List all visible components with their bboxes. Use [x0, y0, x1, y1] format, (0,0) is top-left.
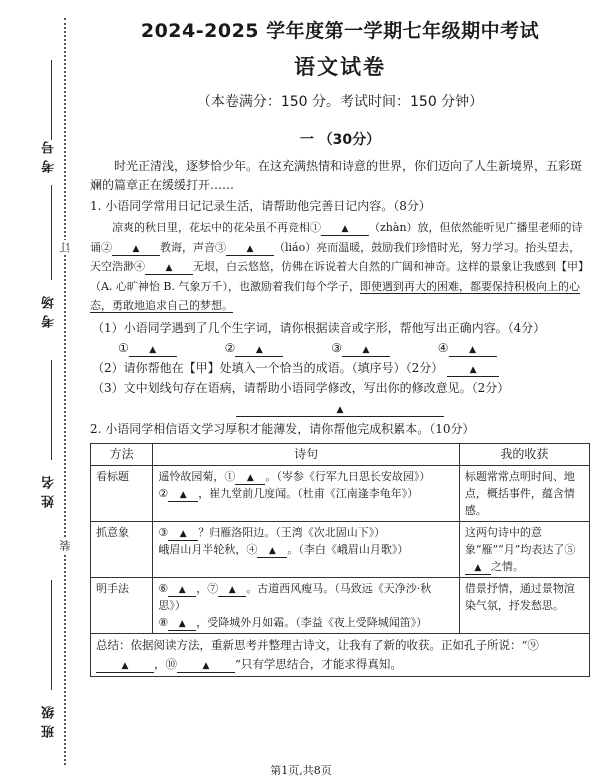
- answer-slot-4: [438, 341, 497, 355]
- summary-blank-9[interactable]: [96, 660, 154, 673]
- triangle-icon: ▲: [268, 545, 276, 556]
- page-footer: 第1页,共8页: [270, 764, 332, 777]
- blank-4-label: ④: [246, 542, 258, 556]
- row1-poem-c: ，崔九堂前几度闻。（杜甫《江南逢李龟年》）: [198, 486, 419, 500]
- blank-9-label: ⑨: [527, 637, 539, 652]
- row1-poem: [153, 465, 460, 521]
- row3-poem-a: 。古道西风瘦马。（马致远《天净沙·秋思》）: [158, 581, 432, 612]
- header-gain: 我的收获: [459, 443, 589, 465]
- binding-dotted-line: [64, 18, 66, 765]
- subquestion-3: （3）文中划线句存在语病，请帮助小语同学修改，写出你的修改意见。（2分）: [92, 380, 510, 395]
- row3-gain: 借景抒情，通过景物渲染气氛，抒发愁思。: [459, 577, 589, 633]
- header-poem: 诗句: [153, 443, 460, 465]
- blank-8-label: ⑧: [158, 615, 169, 629]
- label-name: 姓名: [42, 470, 57, 508]
- answer-slot-1-label: ①: [118, 340, 129, 355]
- row3-method: 明手法: [91, 577, 153, 633]
- summary-cell: 总结：依据阅读方法，重新思考并整理古诗文，让我有了新的收获。正如孔子所说：“⑨ ▲ ，⑩ ▲ ”只有学思结合，才能求得真知。: [91, 633, 590, 676]
- accumulation-table: [90, 443, 590, 677]
- triangle-icon: ▲: [202, 660, 210, 671]
- passage-blank-4[interactable]: [145, 262, 193, 275]
- passage-text-3: 教诲，声音: [160, 240, 215, 254]
- subquestion-2: [90, 358, 590, 378]
- triangle-icon: ▲: [132, 243, 140, 254]
- triangle-icon: ▲: [362, 344, 370, 355]
- triangle-icon: ▲: [246, 243, 254, 254]
- intro-paragraph: 时光正清浅，逐梦恰少年。在这充满热情和诗意的世界，你们迈向了人生新境界，五彩斑斓的篇章正在缓缓打开……: [90, 159, 583, 192]
- table-summary-row: [91, 633, 590, 676]
- poem-blank-3[interactable]: [168, 528, 198, 541]
- summary-blank-10[interactable]: [177, 660, 235, 673]
- subquestion-1-blanks: [90, 338, 590, 358]
- section-one-heading: 一 （30分）: [299, 132, 381, 148]
- passage-text-5: 无垠，白云悠悠，仿佛在诉说着大自然的广阔和神奇。这样的景象让我感到【甲】（A. 心旷神怡 B. 气象万千），也激励着我们每个学子，: [90, 260, 589, 293]
- blank-2-label: ②: [158, 486, 169, 500]
- exam-subtitle: 语文试卷: [294, 55, 386, 79]
- binding-strip: [0, 0, 78, 781]
- triangle-icon: ▲: [178, 618, 186, 629]
- mark-ding: 订: [59, 242, 72, 253]
- underlined-sentence: 即使遇到再大的困难，都要保持积极向上的心态，勇敢地追求自己的梦想。: [90, 279, 581, 312]
- triangle-icon: ▲: [165, 263, 173, 273]
- triangle-icon: ▲: [179, 489, 187, 500]
- passage-blank-3-label: ③: [215, 240, 226, 254]
- name-line: [51, 360, 52, 460]
- table-header-row: [91, 443, 590, 465]
- passage-text-4: （liáo）亮而温暖，鼓励我们珍惜时光，努力学习。抬头望去，天空浩渺: [90, 240, 581, 273]
- triangle-icon: ▲: [474, 562, 482, 573]
- subquestion-3-blank[interactable]: [236, 404, 444, 417]
- row2-gain: [459, 521, 589, 577]
- subquestion-1: （1）小语同学遇到了几个生字词，请你根据读音或字形，帮他写出正确内容。（4分）: [92, 320, 546, 335]
- table-row: [91, 521, 590, 577]
- triangle-icon: ▲: [178, 584, 186, 595]
- answer-slot-3: [331, 341, 390, 355]
- label-exam-room: 考场: [42, 290, 57, 328]
- triangle-icon: ▲: [246, 472, 254, 483]
- row1-gain: 标题常常点明时间、地点，概括事件，蕴含情感。: [459, 465, 589, 521]
- triangle-icon: ▲: [179, 528, 187, 539]
- triangle-icon: ▲: [336, 404, 344, 415]
- triangle-icon: ▲: [469, 364, 477, 375]
- row2-gain-b: 之情。: [490, 559, 524, 573]
- row2-poem-b: 峨眉山月半轮秋，: [158, 542, 247, 556]
- answer-blank-1[interactable]: [129, 344, 177, 357]
- passage-text-1: 凉爽的秋日里，花坛中的花朵虽不再竞相: [112, 221, 310, 234]
- summary-text-c: ”只有学思结合，才能求得真知。: [235, 656, 402, 671]
- triangle-icon: ▲: [121, 660, 129, 671]
- blank-1-label: ①: [224, 469, 236, 483]
- diary-passage: [90, 218, 590, 316]
- header-method: 方法: [91, 443, 153, 465]
- answer-blank-3[interactable]: [342, 344, 390, 357]
- row1-poem-b: 。（岑参《行军九日思长安故园》）: [265, 469, 431, 483]
- row1-method: 看标题: [91, 465, 153, 521]
- mark-zhuang: 装: [59, 540, 72, 551]
- answer-slot-3-label: ③: [331, 340, 342, 355]
- triangle-icon: ▲: [469, 344, 476, 355]
- row3-poem: ⑥ ▲ ，⑦ ▲ 。古道西风瘦马。（马致远《天净沙·秋思》） ⑧ ▲ ，受降城外月如霜。（李益《夜上受降城闻笛》）: [153, 577, 460, 633]
- answer-slot-2: [225, 341, 284, 355]
- question-1-heading: 1. 小语同学常用日记记录生活，请帮助他完善日记内容。（8分）: [90, 199, 431, 213]
- triangle-icon: ▲: [149, 344, 157, 355]
- row1-poem-a: 遥怜故园菊，: [158, 469, 225, 483]
- answer-blank-4[interactable]: [449, 344, 497, 357]
- class-line: [51, 580, 52, 690]
- triangle-icon: ▲: [341, 224, 349, 234]
- answer-slot-1: [118, 341, 177, 355]
- exam-content: [90, 12, 590, 677]
- label-exam-number: 考号: [42, 135, 57, 173]
- gain-blank-5[interactable]: [465, 562, 491, 575]
- exam-room-line: [51, 185, 52, 280]
- triangle-icon: ▲: [255, 344, 263, 355]
- passage-blank-3[interactable]: [226, 243, 274, 256]
- exam-title: 2024-2025 学年度第一学期七年级期中考试: [140, 20, 540, 42]
- blank-10-label: ⑩: [165, 656, 177, 671]
- blank-7-label: ⑦: [207, 581, 219, 595]
- blank-3-label: ③: [158, 525, 169, 539]
- answer-blank-2[interactable]: [235, 344, 283, 357]
- poem-blank-8[interactable]: [168, 618, 196, 631]
- passage-blank-1[interactable]: [321, 223, 369, 236]
- row2-poem-a: ？归雁洛阳边。（王湾《次北固山下》）: [198, 525, 386, 539]
- summary-text-a: 总结：依据阅读方法，重新思考并整理古诗文，让我有了新的收获。正如孔子所说：“: [96, 637, 528, 652]
- table-row: [91, 465, 590, 521]
- answer-slot-4-label: ④: [437, 340, 449, 355]
- poem-blank-7[interactable]: [218, 584, 246, 597]
- label-class: 班级: [42, 700, 57, 738]
- row2-poem-c: 。（李白《峨眉山月歌》）: [287, 542, 409, 556]
- passage-blank-2-label: ②: [101, 240, 112, 254]
- row3-poem-b: ，受降城外月如霜。（李益《夜上受降城闻笛》）: [196, 615, 428, 629]
- blank-6-label: ⑥: [158, 581, 169, 595]
- poem-blank-6[interactable]: [168, 584, 196, 597]
- passage-text-2: （zhàn）放，但依然能听见广播里老师的诗诵: [90, 221, 583, 254]
- answer-slot-2-label: ②: [224, 340, 236, 355]
- exam-number-line: [51, 60, 52, 140]
- subquestion-2-blank[interactable]: [447, 364, 499, 377]
- passage-blank-1-label: ①: [310, 221, 321, 234]
- passage-blank-2[interactable]: [112, 243, 160, 256]
- blank-5-label: ⑤: [564, 542, 576, 556]
- exam-meta: （本卷满分：150 分。考试时间：150 分钟）: [196, 94, 484, 110]
- poem-blank-2[interactable]: [168, 489, 198, 502]
- question-2-heading: 2. 小语同学相信语文学习厚积才能薄发，请你帮他完成积累本。（10分）: [90, 421, 475, 436]
- triangle-icon: ▲: [228, 584, 236, 595]
- row2-method: 抓意象: [91, 521, 153, 577]
- row2-gain-a: 这两句诗中的意象“雁”“月”均表达了: [464, 525, 565, 556]
- passage-blank-4-label: ④: [134, 260, 145, 273]
- subquestion-3-answer: [90, 398, 590, 418]
- poem-blank-4[interactable]: [257, 545, 287, 558]
- poem-blank-1[interactable]: [235, 472, 265, 485]
- table-row: [91, 577, 590, 633]
- subquestion-2-text: （2）请你帮他在【甲】处填入一个恰当的成语。（填序号）（2分）: [92, 360, 444, 375]
- row2-poem: [153, 521, 460, 577]
